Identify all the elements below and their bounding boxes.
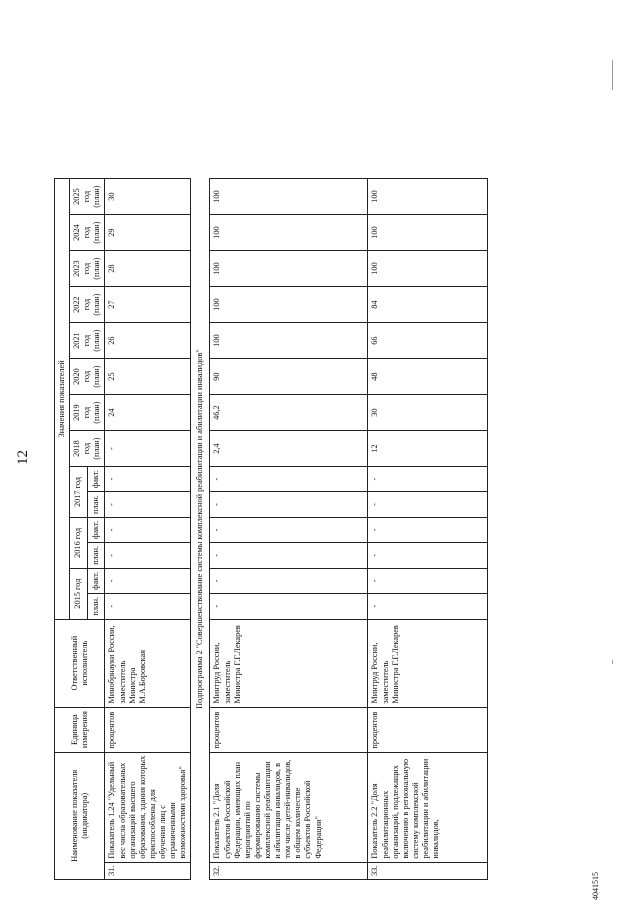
value-cell: 30 <box>105 179 191 215</box>
header-2023: 2023 год (план) <box>70 251 105 287</box>
row-number: 32. <box>210 862 368 879</box>
indicators-table <box>54 178 488 880</box>
header-plan-2017: план. <box>87 492 105 518</box>
table-row <box>368 179 488 880</box>
row-number: 31. <box>105 862 191 879</box>
header-values: Значения показателей <box>55 179 70 620</box>
value-cell: - <box>368 492 488 518</box>
value-cell: 100 <box>210 251 368 287</box>
header-2015: 2015 год <box>70 568 88 619</box>
value-cell: - <box>368 517 488 542</box>
document-id: 4041515 <box>591 872 600 900</box>
header-fact-2017: факт. <box>87 467 105 492</box>
value-cell: - <box>368 543 488 569</box>
page-number: 12 <box>15 450 31 465</box>
value-cell: - <box>105 492 191 518</box>
header-2018: 2018 год (план) <box>70 431 105 467</box>
row-responsible: Минтруд России, заместитель Министра Г.Г.Лекарев <box>368 619 488 707</box>
header-fact-2015: факт. <box>87 568 105 593</box>
row-indicator-name: Показатель 1.24 "Удельный вес числа образовательных организаций высшего образования, здания которых приспособлены для обучения лиц с ограниченными возможностями здоровья" <box>105 752 191 862</box>
table-row <box>210 179 368 880</box>
row-responsible: Минобрнауки России, заместитель Министра М.А.Боровская <box>105 619 191 707</box>
subprogram-title: Подпрограмма 2 "Совершенствование системы комплексной реабилитации и абилитации инвалидов" <box>191 179 210 880</box>
table-row <box>105 179 191 880</box>
value-cell: 29 <box>105 215 191 251</box>
value-cell: 28 <box>105 251 191 287</box>
value-cell: 24 <box>105 395 191 431</box>
value-cell: - <box>210 492 368 518</box>
value-cell: - <box>210 517 368 542</box>
header-2016: 2016 год <box>70 517 88 568</box>
header-2025: 2025 год (план) <box>70 179 105 215</box>
row-number: 33. <box>368 862 488 879</box>
value-cell: - <box>210 467 368 492</box>
header-unit: Единица измерения <box>55 707 105 752</box>
value-cell: 100 <box>368 215 488 251</box>
scan-artifact-mark <box>612 660 613 664</box>
value-cell: - <box>105 431 191 467</box>
value-cell: - <box>105 568 191 593</box>
header-plan-2016: план. <box>87 543 105 569</box>
value-cell: - <box>105 593 191 619</box>
row-unit: процентов <box>368 707 488 752</box>
header-2022: 2022 год (план) <box>70 287 105 323</box>
value-cell: 100 <box>210 179 368 215</box>
value-cell: 27 <box>105 287 191 323</box>
value-cell: 48 <box>368 359 488 395</box>
value-cell: 66 <box>368 323 488 359</box>
value-cell: - <box>368 568 488 593</box>
row-indicator-name: Показатель 2.1 "Доля субъектов Российской Федерации, имеющих план мероприятий по формированию системы комплексной реабилитации и абилитации инвалидов, в том числе детей-инвалидов, в общем количестве субъектов Российской Федерации" <box>210 752 368 862</box>
value-cell: 100 <box>210 215 368 251</box>
header-2017: 2017 год <box>70 467 88 518</box>
value-cell: 25 <box>105 359 191 395</box>
row-responsible: Минтруд России, заместитель Министра Г.Г.Лекарев <box>210 619 368 707</box>
header-2024: 2024 год (план) <box>70 215 105 251</box>
header-name: Наименование показателя (индикатора) <box>55 752 105 879</box>
value-cell: 90 <box>210 359 368 395</box>
value-cell: - <box>105 467 191 492</box>
header-2021: 2021 год (план) <box>70 323 105 359</box>
value-cell: - <box>210 568 368 593</box>
value-cell: - <box>105 543 191 569</box>
value-cell: 26 <box>105 323 191 359</box>
value-cell: 100 <box>210 287 368 323</box>
value-cell: 100 <box>210 323 368 359</box>
value-cell: 12 <box>368 431 488 467</box>
value-cell: 30 <box>368 395 488 431</box>
scan-artifact-line <box>612 60 613 90</box>
header-plan-2015: план. <box>87 593 105 619</box>
row-unit: процентов <box>210 707 368 752</box>
row-indicator-name: Показатель 2.2 "Доля реабилитационных организаций, подлежащих включению в региональную систему комплексной реабилитации и абилитации инвалидов, <box>368 752 488 862</box>
value-cell: 46,2 <box>210 395 368 431</box>
value-cell: - <box>210 543 368 569</box>
value-cell: - <box>105 517 191 542</box>
header-2020: 2020 год (план) <box>70 359 105 395</box>
value-cell: - <box>368 593 488 619</box>
value-cell: 100 <box>368 251 488 287</box>
header-row-1 <box>55 179 70 880</box>
value-cell: 84 <box>368 287 488 323</box>
row-unit: процентов <box>105 707 191 752</box>
subprogram-row <box>191 179 210 880</box>
header-responsible: Ответственный исполнитель <box>55 619 105 707</box>
header-fact-2016: факт. <box>87 517 105 542</box>
value-cell: 2,4 <box>210 431 368 467</box>
value-cell: - <box>210 593 368 619</box>
value-cell: 100 <box>368 179 488 215</box>
header-2019: 2019 год (план) <box>70 395 105 431</box>
value-cell: - <box>368 467 488 492</box>
